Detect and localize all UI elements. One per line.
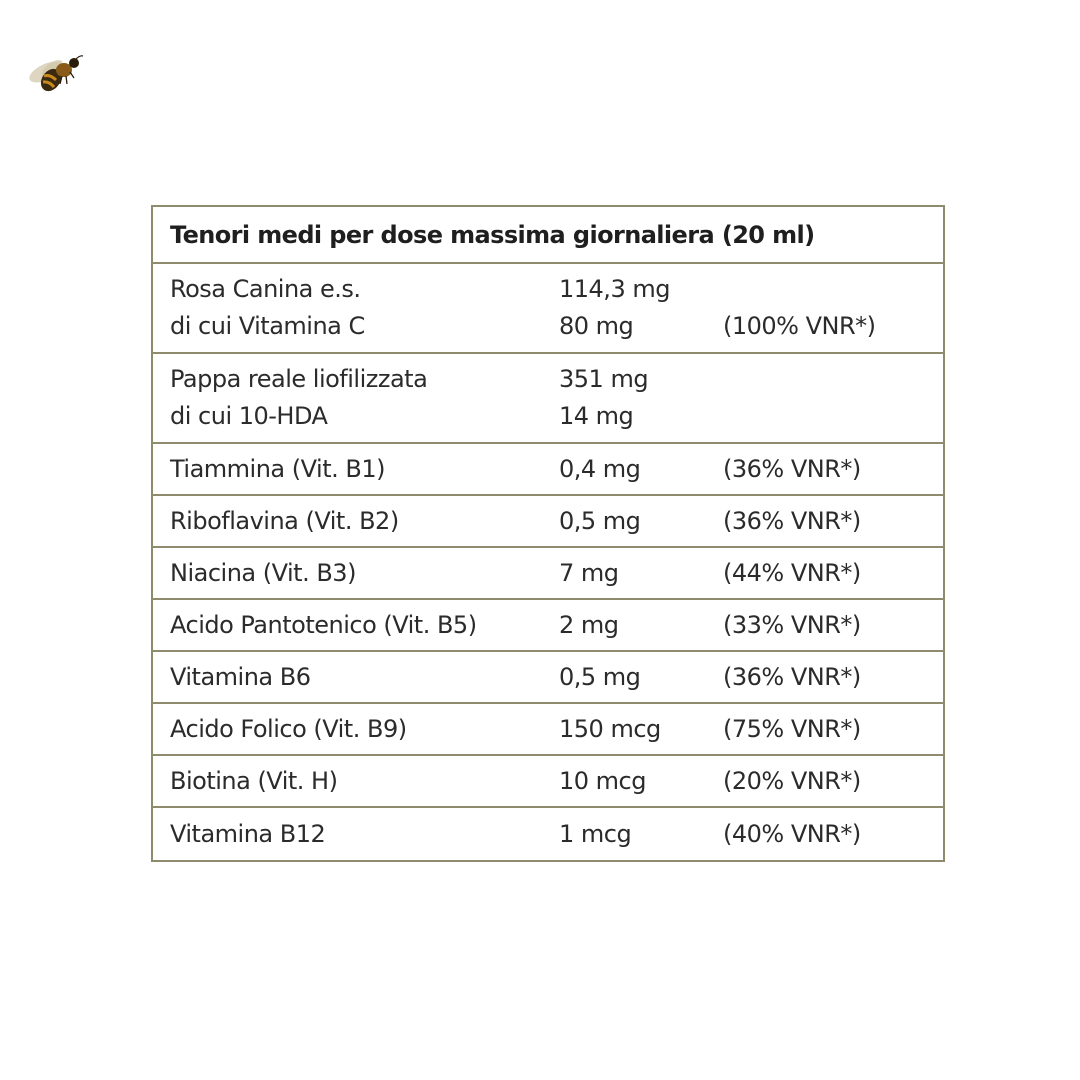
nutrient-name-line: di cui Vitamina C bbox=[170, 312, 365, 340]
nutrient-amount: 0,4 mg bbox=[559, 454, 641, 483]
table-row bbox=[153, 264, 943, 354]
nutrient-amount: 7 mg bbox=[559, 558, 619, 587]
table-row bbox=[153, 444, 943, 496]
table-row bbox=[153, 808, 943, 860]
nutrient-name: Acido Pantotenico (Vit. B5) bbox=[170, 610, 477, 639]
nutrient-amount: 2 mg bbox=[559, 610, 619, 639]
table-row bbox=[153, 704, 943, 756]
nutrient-amount: 0,5 mg bbox=[559, 662, 641, 691]
nutrient-name: Vitamina B6 bbox=[170, 662, 311, 691]
nutrient-name: Acido Folico (Vit. B9) bbox=[170, 714, 407, 743]
nutrition-table bbox=[151, 205, 945, 862]
table-header: Tenori medi per dose massima giornaliera (20 ml) bbox=[153, 207, 943, 264]
nutrient-name bbox=[153, 271, 559, 345]
nutrient-amount-line: 14 mg bbox=[559, 402, 634, 430]
nutrient-amount-line: 80 mg bbox=[559, 312, 634, 340]
nutrient-vnr: (36% VNR*) bbox=[723, 454, 861, 483]
table-row bbox=[153, 548, 943, 600]
table-row bbox=[153, 600, 943, 652]
nutrient-vnr-line bbox=[723, 271, 923, 308]
nutrient-name: Niacina (Vit. B3) bbox=[170, 558, 356, 587]
nutrient-vnr-line: (100% VNR*) bbox=[723, 312, 876, 340]
nutrient-amount: 1 mcg bbox=[559, 819, 632, 848]
table-row bbox=[153, 496, 943, 548]
nutrient-amount: 0,5 mg bbox=[559, 506, 641, 535]
nutrient-vnr: (36% VNR*) bbox=[723, 662, 861, 691]
bee-icon bbox=[24, 50, 88, 100]
nutrient-vnr: (36% VNR*) bbox=[723, 506, 861, 535]
table-row bbox=[153, 652, 943, 704]
nutrient-name: Tiammina (Vit. B1) bbox=[170, 454, 385, 483]
table-row bbox=[153, 354, 943, 444]
nutrient-vnr: (44% VNR*) bbox=[723, 558, 861, 587]
nutrient-name-line: Rosa Canina e.s. bbox=[170, 275, 361, 303]
nutrient-vnr bbox=[723, 361, 923, 435]
nutrient-vnr: (33% VNR*) bbox=[723, 610, 861, 639]
nutrient-amount: 10 mcg bbox=[559, 766, 646, 795]
nutrient-amount: 150 mcg bbox=[559, 714, 661, 743]
nutrient-amount bbox=[559, 361, 723, 435]
nutrient-vnr: (40% VNR*) bbox=[723, 819, 861, 848]
nutrient-amount-line: 114,3 mg bbox=[559, 275, 670, 303]
nutrient-name-line: Pappa reale liofilizzata bbox=[170, 365, 428, 393]
table-row bbox=[153, 756, 943, 808]
nutrient-vnr-line bbox=[723, 398, 923, 435]
nutrient-amount bbox=[559, 271, 723, 345]
nutrient-vnr bbox=[723, 271, 923, 345]
nutrient-vnr-line bbox=[723, 361, 923, 398]
nutrient-name: Riboflavina (Vit. B2) bbox=[170, 506, 399, 535]
nutrient-vnr: (20% VNR*) bbox=[723, 766, 861, 795]
nutrient-name: Biotina (Vit. H) bbox=[170, 766, 338, 795]
nutrient-vnr: (75% VNR*) bbox=[723, 714, 861, 743]
nutrient-name: Vitamina B12 bbox=[170, 819, 326, 848]
nutrient-name-line: di cui 10-HDA bbox=[170, 402, 328, 430]
nutrient-amount-line: 351 mg bbox=[559, 365, 649, 393]
nutrient-name bbox=[153, 361, 559, 435]
